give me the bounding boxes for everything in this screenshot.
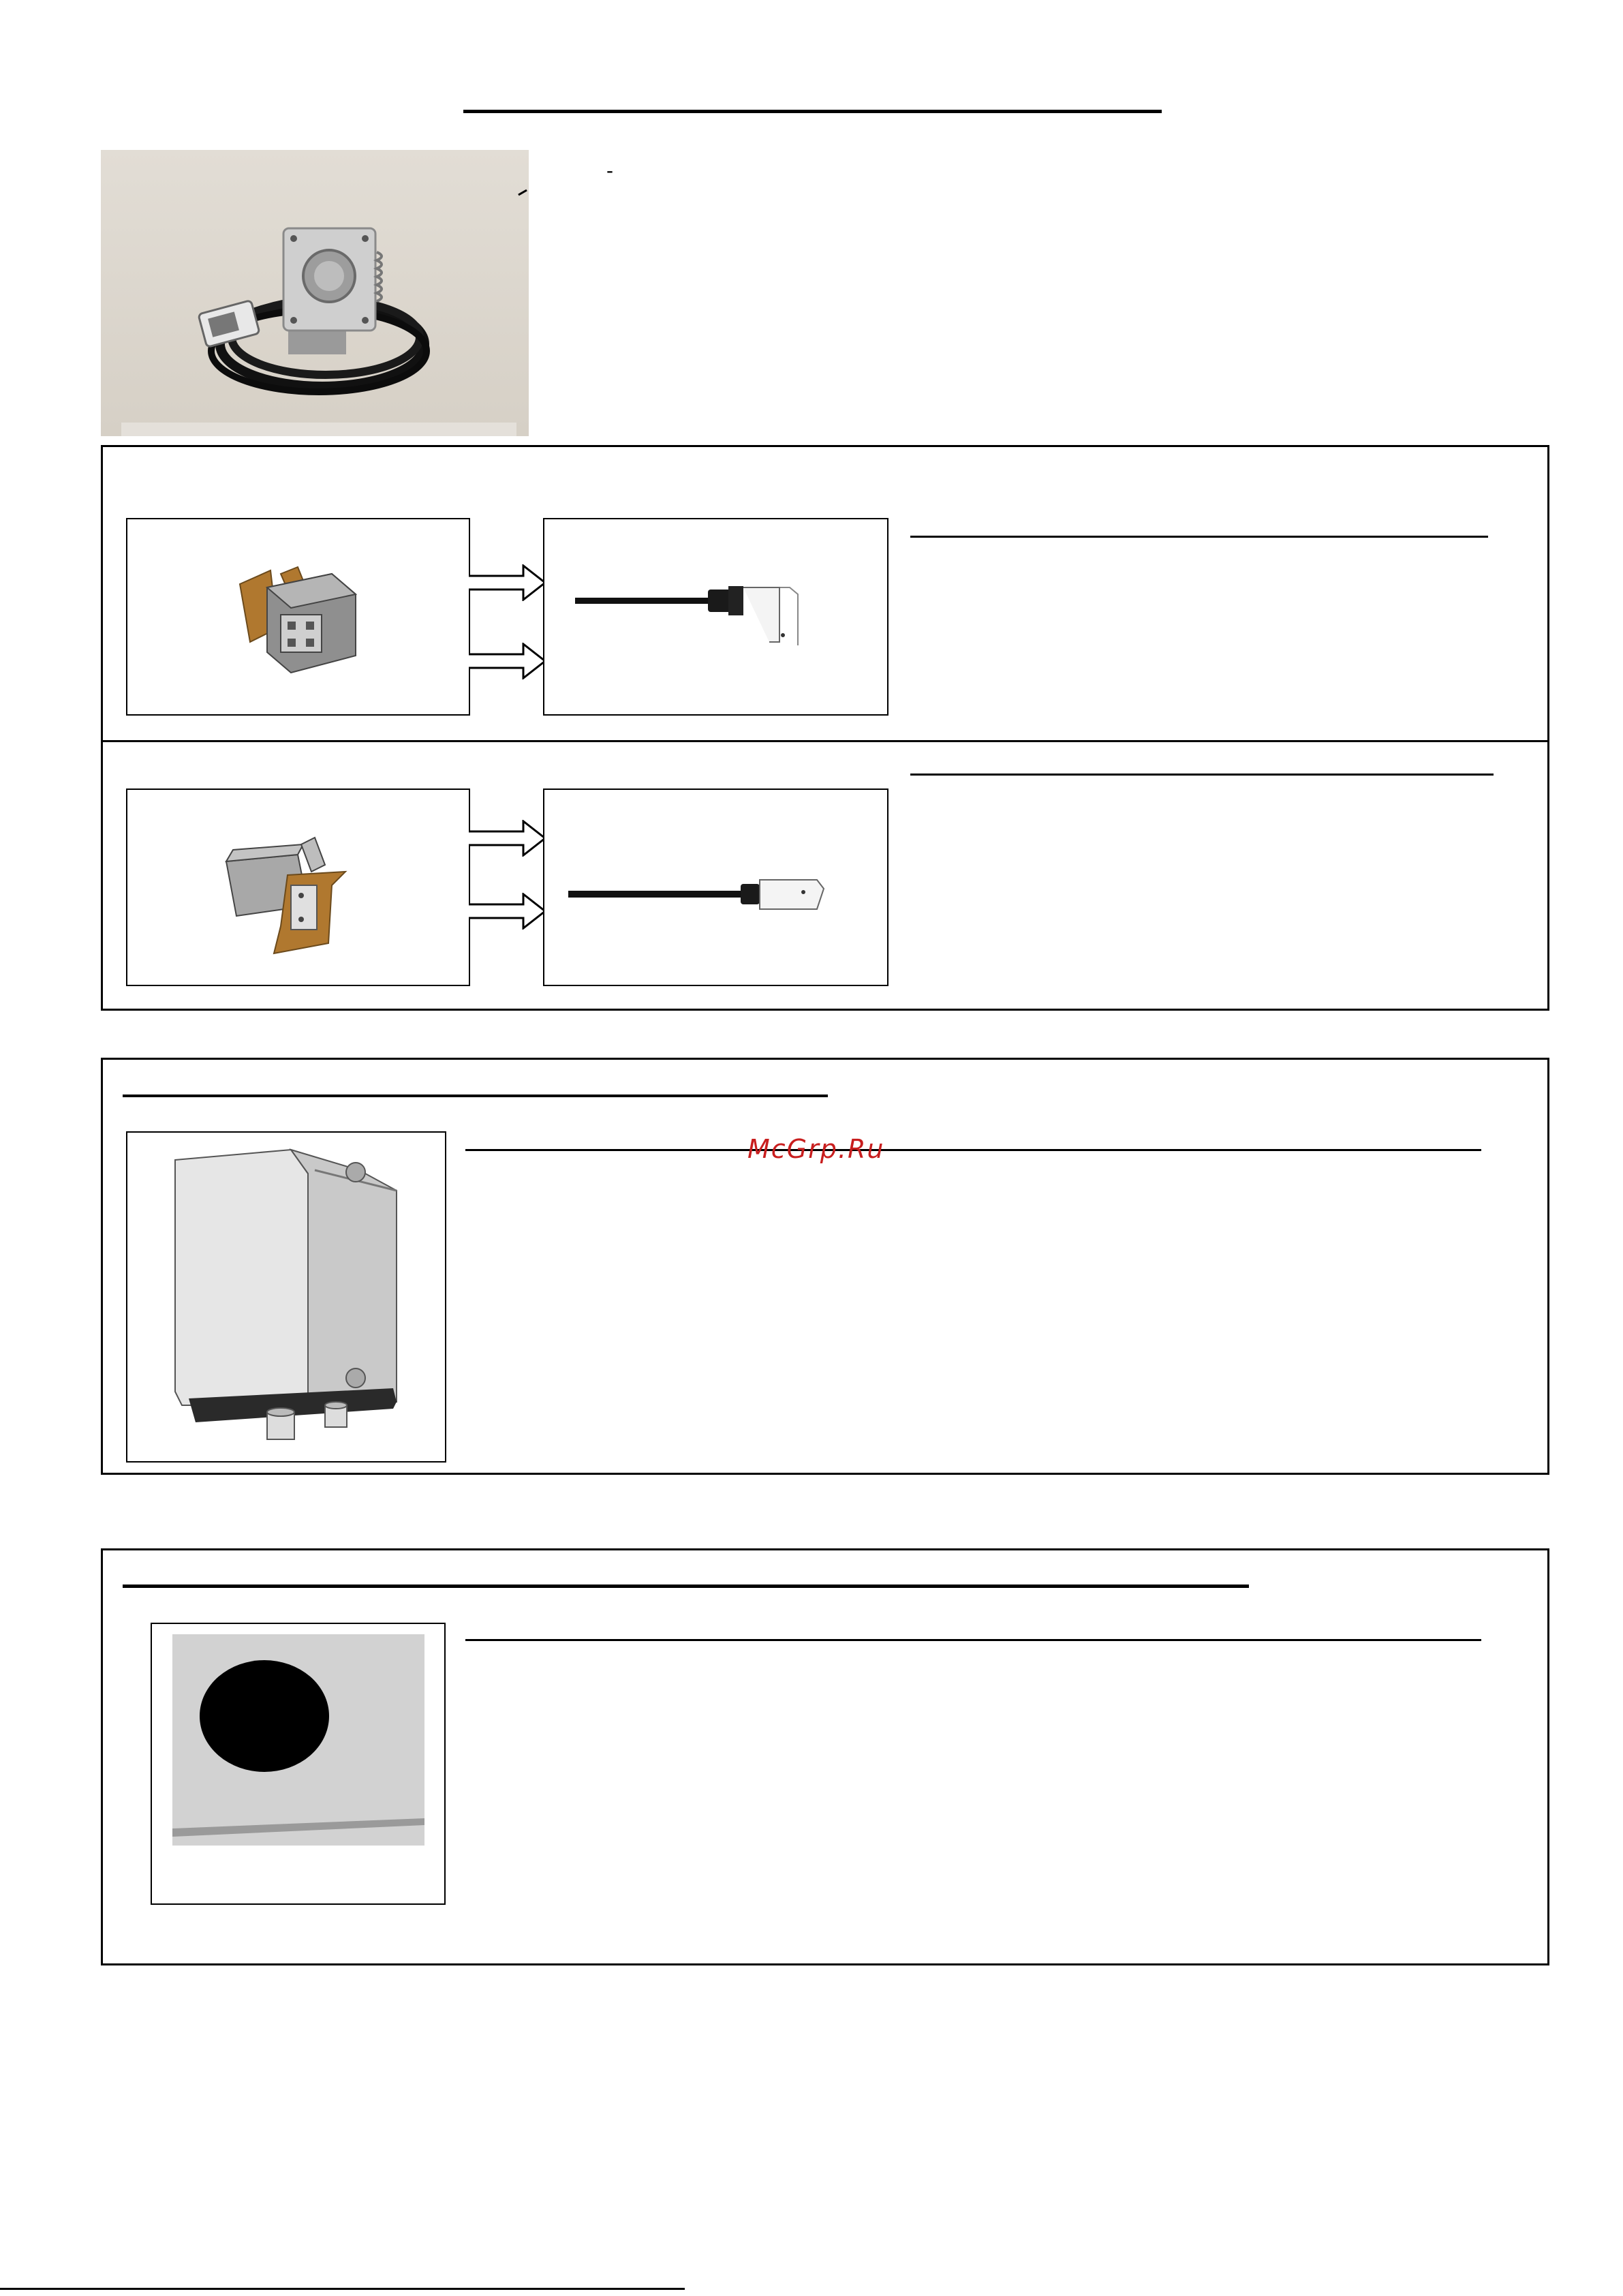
right-arrow-icon [469,820,547,857]
intro-dash: - [606,159,613,182]
connector-housing-image-1 [126,518,470,716]
watermark: McGrp.Ru [747,1134,885,1164]
right-arrow-icon [469,893,547,930]
row1-text-rule [910,536,1488,538]
junction-box-text-rule [465,1149,1481,1151]
junction-box-title-rule [123,1095,828,1097]
footer-rule [0,2288,685,2290]
cover-text-rule [465,1639,1481,1641]
connector-housing-image-2 [126,789,470,986]
cable-connector-image-2 [543,789,888,986]
cover-hole-image [151,1623,446,1905]
junction-box-image [126,1131,446,1463]
product-photo [101,150,529,436]
right-arrow-icon [469,643,547,679]
right-arrow-icon [469,564,547,601]
cover-title-rule [123,1585,1249,1588]
row2-text-rule [910,774,1494,776]
connector-section-divider [101,740,1549,742]
cable-connector-image-1 [543,518,888,716]
page-title-underline [463,110,1162,113]
